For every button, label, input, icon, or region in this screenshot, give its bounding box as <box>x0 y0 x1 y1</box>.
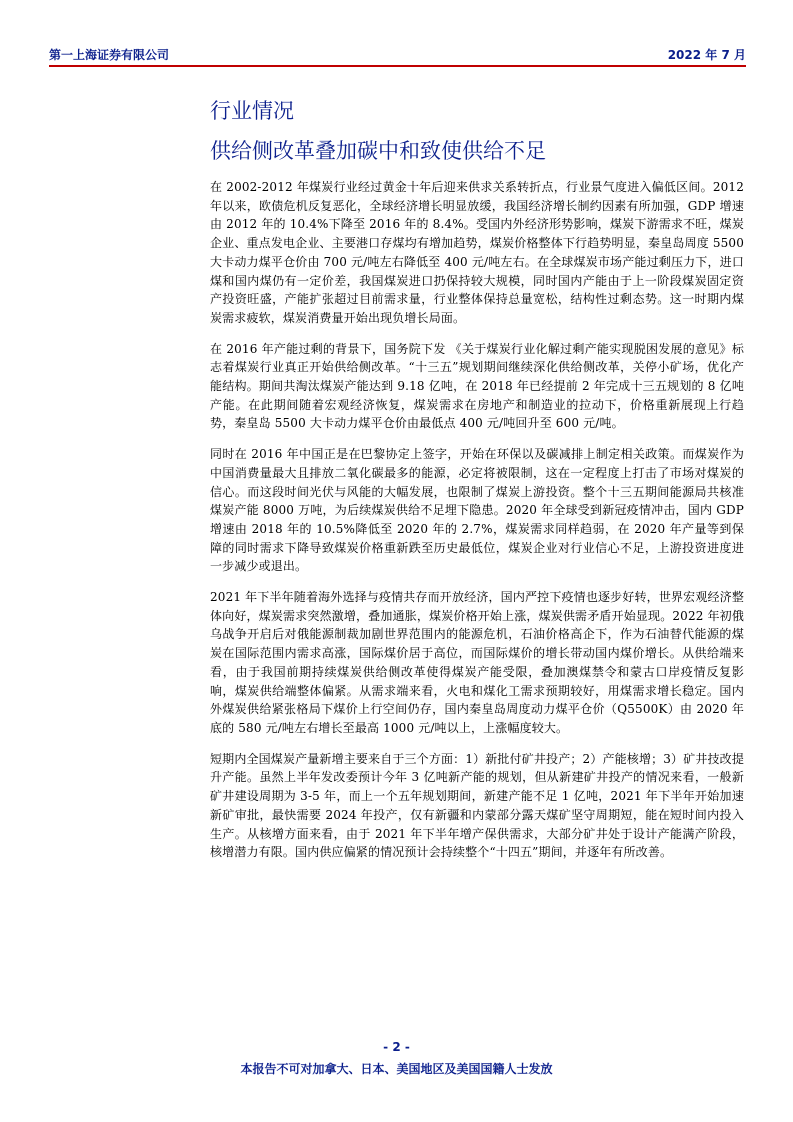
article-title: 供给侧改革叠加碳中和致使供给不足 <box>210 139 546 163</box>
article-body <box>210 178 744 874</box>
paragraph: 同时在 2016 年中国正是在巴黎协定上签字，开始在环保以及碳减排上制定相关政策。而煤炭作为中国消费量最大且排放二氧化碳最多的能源，必定将被限制，这在一定程度上打击了市场对煤炭的信心。而这段时间光伏与风能的大幅发展，也限制了煤炭上游投资。整个十三五期间能源局共核准煤炭产能 8000 万吨，为后续煤炭供给不足埋下隐患。2020 年全球受到新冠疫情冲击，国内 GDP 增速由 2018 年的 10.5%降低至 2020 年的 2.7%，煤炭需求同样趋弱，在 2020 年产量等到保障的同时需求下降导致煤炭价格重新跌至历史最低位，煤炭企业对行业信心不足，上游投资进度进一步减少或退出。 <box>210 447 744 574</box>
section-title: 行业情况 <box>210 99 294 123</box>
report-date: 2022 年 7 月 <box>667 48 746 62</box>
paragraph: 在 2016 年产能过剩的背景下，国务院下发 《关于煤炭行业化解过剩产能实现脱困发展的意见》标志着煤炭行业真正开始供给侧改革。“十三五”规划期间继续深化供给侧改革，关停小矿场，优化产能结构。期间共淘汰煤炭产能达到 9.18 亿吨，在 2018 年已经提前 2 年完成十三五规划的 8 亿吨产能。在此期间随着宏观经济恢复，煤炭需求在房地产和制造业的拉动下，价格重新展现上行趋势，秦皇岛 5500 大卡动力煤平仓价由最低点 400 元/吨回升至 600 元/吨。 <box>210 341 744 431</box>
paragraph: 2021 年下半年随着海外选择与疫情共存而开放经济，国内严控下疫情也逐步好转，世界宏观经济整体向好，煤炭需求突然激增，叠加通胀，煤炭价格开始上涨，煤炭供需矛盾开始显现。2022 年初俄乌战争开启后对俄能源制裁加剧世界范围内的能源危机，石油价格高企下，作为石油替代能源的煤炭在国际范围内需求高涨，国际煤价居于高位，而国际煤价的增长带动国内煤价增长。从供给端来看，由于我国前期持续煤炭供给侧改革使得煤炭产能受限，叠加澳煤禁令和蒙古口岸疫情反复影响，煤炭供给端整体偏紧。从需求端来看，火电和煤化工需求预期较好，用煤需求增长稳定。国内外煤炭供给紧张格局下煤价上行空间仍存，国内秦皇岛周度动力煤平仓价（Q5500K）由 2020 年底的 580 元/吨左右增长至最高 1000 元/吨以上，上涨幅度较大。 <box>210 590 744 735</box>
company-name: 第一上海证券有限公司 <box>49 48 170 62</box>
page-number: - 2 - <box>383 1040 410 1054</box>
distribution-notice: 本报告不可对加拿大、日本、美国地区及美国国籍人士发放 <box>240 1062 553 1076</box>
page-header <box>49 48 746 68</box>
paragraph: 在 2002-2012 年煤炭行业经过黄金十年后迎来供求关系转折点，行业景气度进入偏低区间。2012 年以来，欧债危机反复恶化，全球经济增长明显放缓，我国经济增长制约因素有所加强，GDP 增速由 2012 年的 10.4%下降至 2016 年的 8.4%。受国内外经济形势影响，煤炭下游需求不旺，煤炭企业、重点发电企业、主要港口存煤均有增加趋势，煤炭价格整体下行趋势明显，秦皇岛周度 5500 大卡动力煤平仓价由 700 元/吨左右降低至 400 元/吨左右。在全球煤炭市场产能过剩压力下，进口煤和国内煤仍有一定价差，我国煤炭进口扔保持较大规模，同时国内产能由于上一阶段煤炭固定资产投资旺盛，产能扩张超过目前需求量，行业整体保持总量宽松，结构性过剩态势。这一时期内煤炭需求疲软，煤炭消费量开始出现负增长局面。 <box>210 180 744 325</box>
header-divider <box>49 65 746 67</box>
paragraph: 短期内全国煤炭产量新增主要来自于三个方面：1）新批付矿井投产；2）产能核增；3）矿井技改提升产能。虽然上半年发改委预计今年 3 亿吨新产能的规划，但从新建矿井投产的情况来看，一般新矿井建设周期为 3-5 年，而上一个五年规划期间，新建产能不足 1 亿吨，2021 年下半年开始加速新矿审批，最快需要 2024 年投产，仅有新疆和内蒙部分露天煤矿坚守周期短，能在短时间内投入生产。从核增方面来看，由于 2021 年下半年增产保供需求，大部分矿井处于设计产能满产阶段，核增潜力有限。国内供应偏紧的情况预计会持续整个“十四五”期间，并逐年有所改善。 <box>210 751 744 860</box>
